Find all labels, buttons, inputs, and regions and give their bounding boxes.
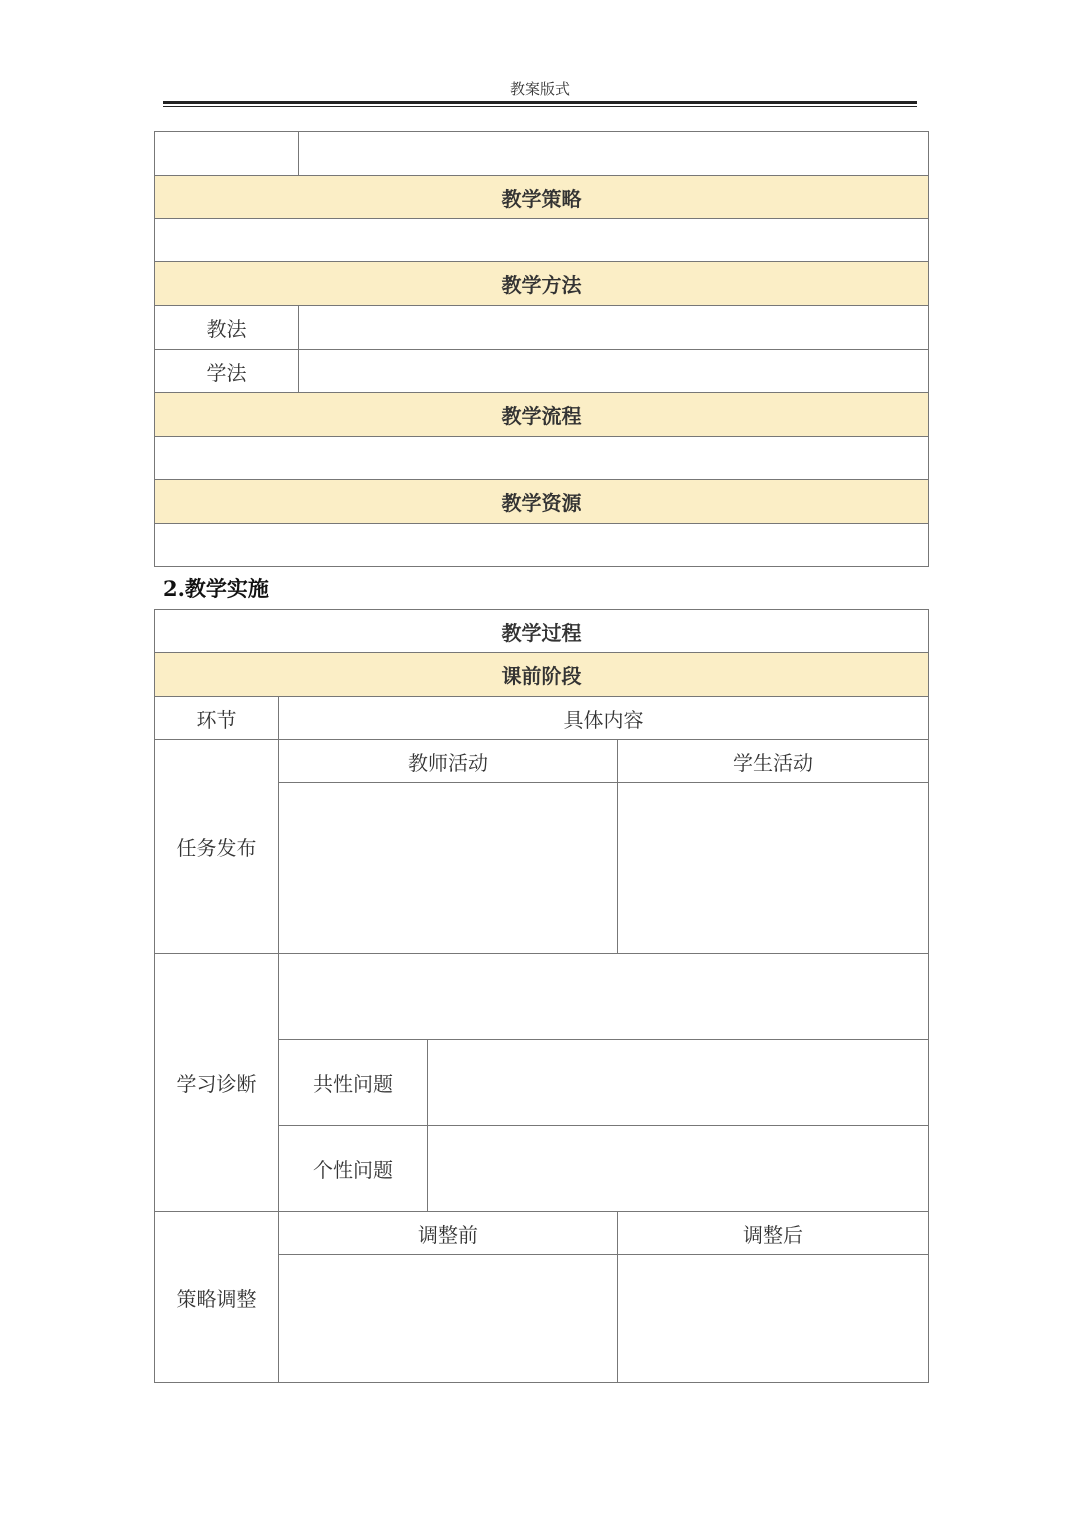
resources-content-cell[interactable] <box>155 524 929 567</box>
process-heading: 教学流程 <box>155 393 929 437</box>
learning-method-cell[interactable] <box>299 350 929 393</box>
student-activity-header: 学生活动 <box>618 740 929 783</box>
process-content-cell[interactable] <box>155 437 929 480</box>
table-row <box>155 697 929 740</box>
teaching-method-cell[interactable] <box>299 306 929 350</box>
common-issues-label: 共性问题 <box>279 1040 428 1126</box>
stage-column-header: 环节 <box>155 697 279 740</box>
strategy-content-cell[interactable] <box>155 219 929 262</box>
blank-content-cell[interactable] <box>299 132 929 176</box>
methods-heading: 教学方法 <box>155 262 929 306</box>
table-row <box>155 219 929 262</box>
after-adjust-header: 调整后 <box>618 1212 929 1255</box>
header-rule <box>163 101 917 104</box>
table-row <box>155 350 929 393</box>
table-row <box>155 480 929 524</box>
resources-heading: 教学资源 <box>155 480 929 524</box>
page-header: 教案版式 <box>509 80 570 98</box>
after-adjust-cell[interactable] <box>618 1255 929 1383</box>
common-issues-cell[interactable] <box>428 1040 929 1126</box>
header-rule-thin <box>163 106 917 107</box>
table-row <box>155 954 929 1040</box>
process-title: 教学过程 <box>155 610 929 653</box>
student-activity-cell[interactable] <box>618 783 929 954</box>
blank-label-cell[interactable] <box>155 132 299 176</box>
table-row <box>155 610 929 653</box>
before-adjust-cell[interactable] <box>279 1255 618 1383</box>
strategy-adjust-label: 策略调整 <box>155 1212 279 1383</box>
table-row <box>155 306 929 350</box>
diagnosis-label: 学习诊断 <box>155 954 279 1212</box>
table-row <box>155 1212 929 1255</box>
learning-method-label: 学法 <box>155 350 299 393</box>
table-row <box>155 437 929 480</box>
individual-issues-label: 个性问题 <box>279 1126 428 1212</box>
section-heading: 2.教学实施 <box>163 576 269 601</box>
diagnosis-content-cell[interactable] <box>279 954 929 1040</box>
table-row <box>155 176 929 219</box>
table-row <box>155 132 929 176</box>
table-row <box>155 740 929 783</box>
teacher-activity-cell[interactable] <box>279 783 618 954</box>
teaching-implementation-table <box>154 609 929 1383</box>
before-adjust-header: 调整前 <box>279 1212 618 1255</box>
teaching-design-table <box>154 131 929 567</box>
individual-issues-cell[interactable] <box>428 1126 929 1212</box>
teacher-activity-header: 教师活动 <box>279 740 618 783</box>
content-column-header: 具体内容 <box>279 697 929 740</box>
table-row <box>155 262 929 306</box>
teaching-method-label: 教法 <box>155 306 299 350</box>
table-row <box>155 393 929 437</box>
table-row <box>155 653 929 697</box>
strategy-heading: 教学策略 <box>155 176 929 219</box>
stage-heading: 课前阶段 <box>155 653 929 697</box>
table-row <box>155 524 929 567</box>
task-release-label: 任务发布 <box>155 740 279 954</box>
